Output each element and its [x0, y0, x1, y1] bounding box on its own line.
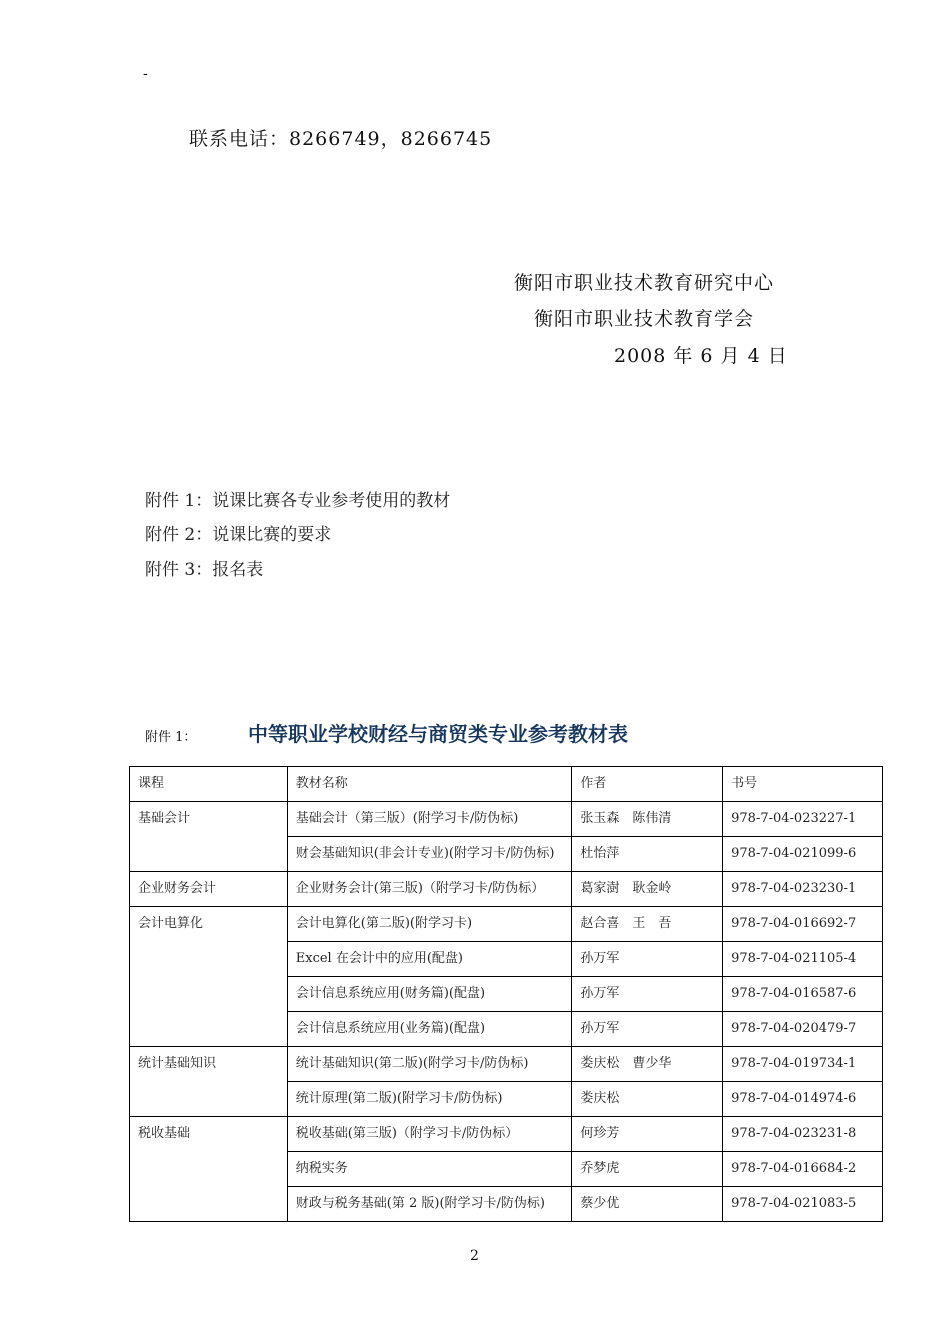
- course-cell: 基础会计: [130, 802, 288, 872]
- author-cell: 葛家澍 耿金岭: [572, 872, 723, 907]
- isbn-cell: 978-7-04-016692-7: [723, 907, 883, 942]
- book-cell: 统计基础知识(第二版)(附学习卡/防伪标): [287, 1047, 572, 1082]
- course-cell: 企业财务会计: [130, 872, 288, 907]
- book-cell: 会计信息系统应用(业务篇)(配盘): [287, 1012, 572, 1047]
- book-cell: 财政与税务基础(第 2 版)(附学习卡/防伪标): [287, 1187, 572, 1222]
- header-author: 作者: [572, 767, 723, 802]
- book-cell: 会计信息系统应用(财务篇)(配盘): [287, 977, 572, 1012]
- book-cell: 纳税实务: [287, 1152, 572, 1187]
- book-cell: 会计电算化(第二版)(附学习卡): [287, 907, 572, 942]
- attachment-item-1: 附件 1：说课比赛各专业参考使用的教材: [145, 491, 451, 511]
- author-cell: 孙万军: [572, 1012, 723, 1047]
- isbn-cell: 978-7-04-021105-4: [723, 942, 883, 977]
- header-isbn: 书号: [723, 767, 883, 802]
- author-cell: 孙万军: [572, 977, 723, 1012]
- isbn-cell: 978-7-04-023227-1: [723, 802, 883, 837]
- book-cell: 基础会计（第三版）(附学习卡/防伪标): [287, 802, 572, 837]
- author-cell: 杜怡萍: [572, 837, 723, 872]
- course-cell: 会计电算化: [130, 907, 288, 1047]
- isbn-cell: 978-7-04-019734-1: [723, 1047, 883, 1082]
- isbn-cell: 978-7-04-023230-1: [723, 872, 883, 907]
- contact-phone: 联系电话：8266749，8266745: [189, 128, 493, 150]
- isbn-cell: 978-7-04-021099-6: [723, 837, 883, 872]
- table-row: [130, 872, 883, 907]
- table-row: [130, 907, 883, 942]
- book-cell: 税收基础(第三版)（附学习卡/防伪标）: [287, 1117, 572, 1152]
- table-row: [130, 1117, 883, 1152]
- book-cell: 统计原理(第二版)(附学习卡/防伪标): [287, 1082, 572, 1117]
- course-cell: 统计基础知识: [130, 1047, 288, 1117]
- author-cell: 娄庆松: [572, 1082, 723, 1117]
- signature-date: 2008 年 6 月 4 日: [614, 345, 788, 367]
- isbn-cell: 978-7-04-016587-6: [723, 977, 883, 1012]
- book-cell: Excel 在会计中的应用(配盘): [287, 942, 572, 977]
- author-cell: 何珍芳: [572, 1117, 723, 1152]
- book-cell: 企业财务会计(第三版)（附学习卡/防伪标）: [287, 872, 572, 907]
- attachment-item-3: 附件 3：报名表: [145, 560, 264, 580]
- isbn-cell: 978-7-04-020479-7: [723, 1012, 883, 1047]
- page-number: 2: [470, 1248, 479, 1264]
- isbn-cell: 978-7-04-016684-2: [723, 1152, 883, 1187]
- author-cell: 孙万军: [572, 942, 723, 977]
- header-course: 课程: [130, 767, 288, 802]
- signature-org-1: 衡阳市职业技术教育研究中心: [514, 272, 775, 294]
- author-cell: 张玉森 陈伟清: [572, 802, 723, 837]
- author-cell: 娄庆松 曹少华: [572, 1047, 723, 1082]
- header-book: 教材名称: [287, 767, 572, 802]
- header-dash: -: [143, 66, 148, 82]
- isbn-cell: 978-7-04-023231-8: [723, 1117, 883, 1152]
- isbn-cell: 978-7-04-014974-6: [723, 1082, 883, 1117]
- attachment-item-2: 附件 2：说课比赛的要求: [145, 525, 332, 545]
- author-cell: 赵合喜 王 吾: [572, 907, 723, 942]
- book-cell: 财会基础知识(非会计专业)(附学习卡/防伪标): [287, 837, 572, 872]
- table-attachment-label: 附件 1：: [145, 730, 197, 745]
- textbook-table: [129, 766, 883, 1222]
- table-title: 中等职业学校财经与商贸类专业参考教材表: [248, 722, 628, 746]
- signature-org-2: 衡阳市职业技术教育学会: [534, 308, 755, 330]
- table-row: [130, 802, 883, 837]
- table-row: [130, 1047, 883, 1082]
- author-cell: 乔梦虎: [572, 1152, 723, 1187]
- isbn-cell: 978-7-04-021083-5: [723, 1187, 883, 1222]
- table-header-row: [130, 767, 883, 802]
- course-cell: 税收基础: [130, 1117, 288, 1222]
- author-cell: 蔡少优: [572, 1187, 723, 1222]
